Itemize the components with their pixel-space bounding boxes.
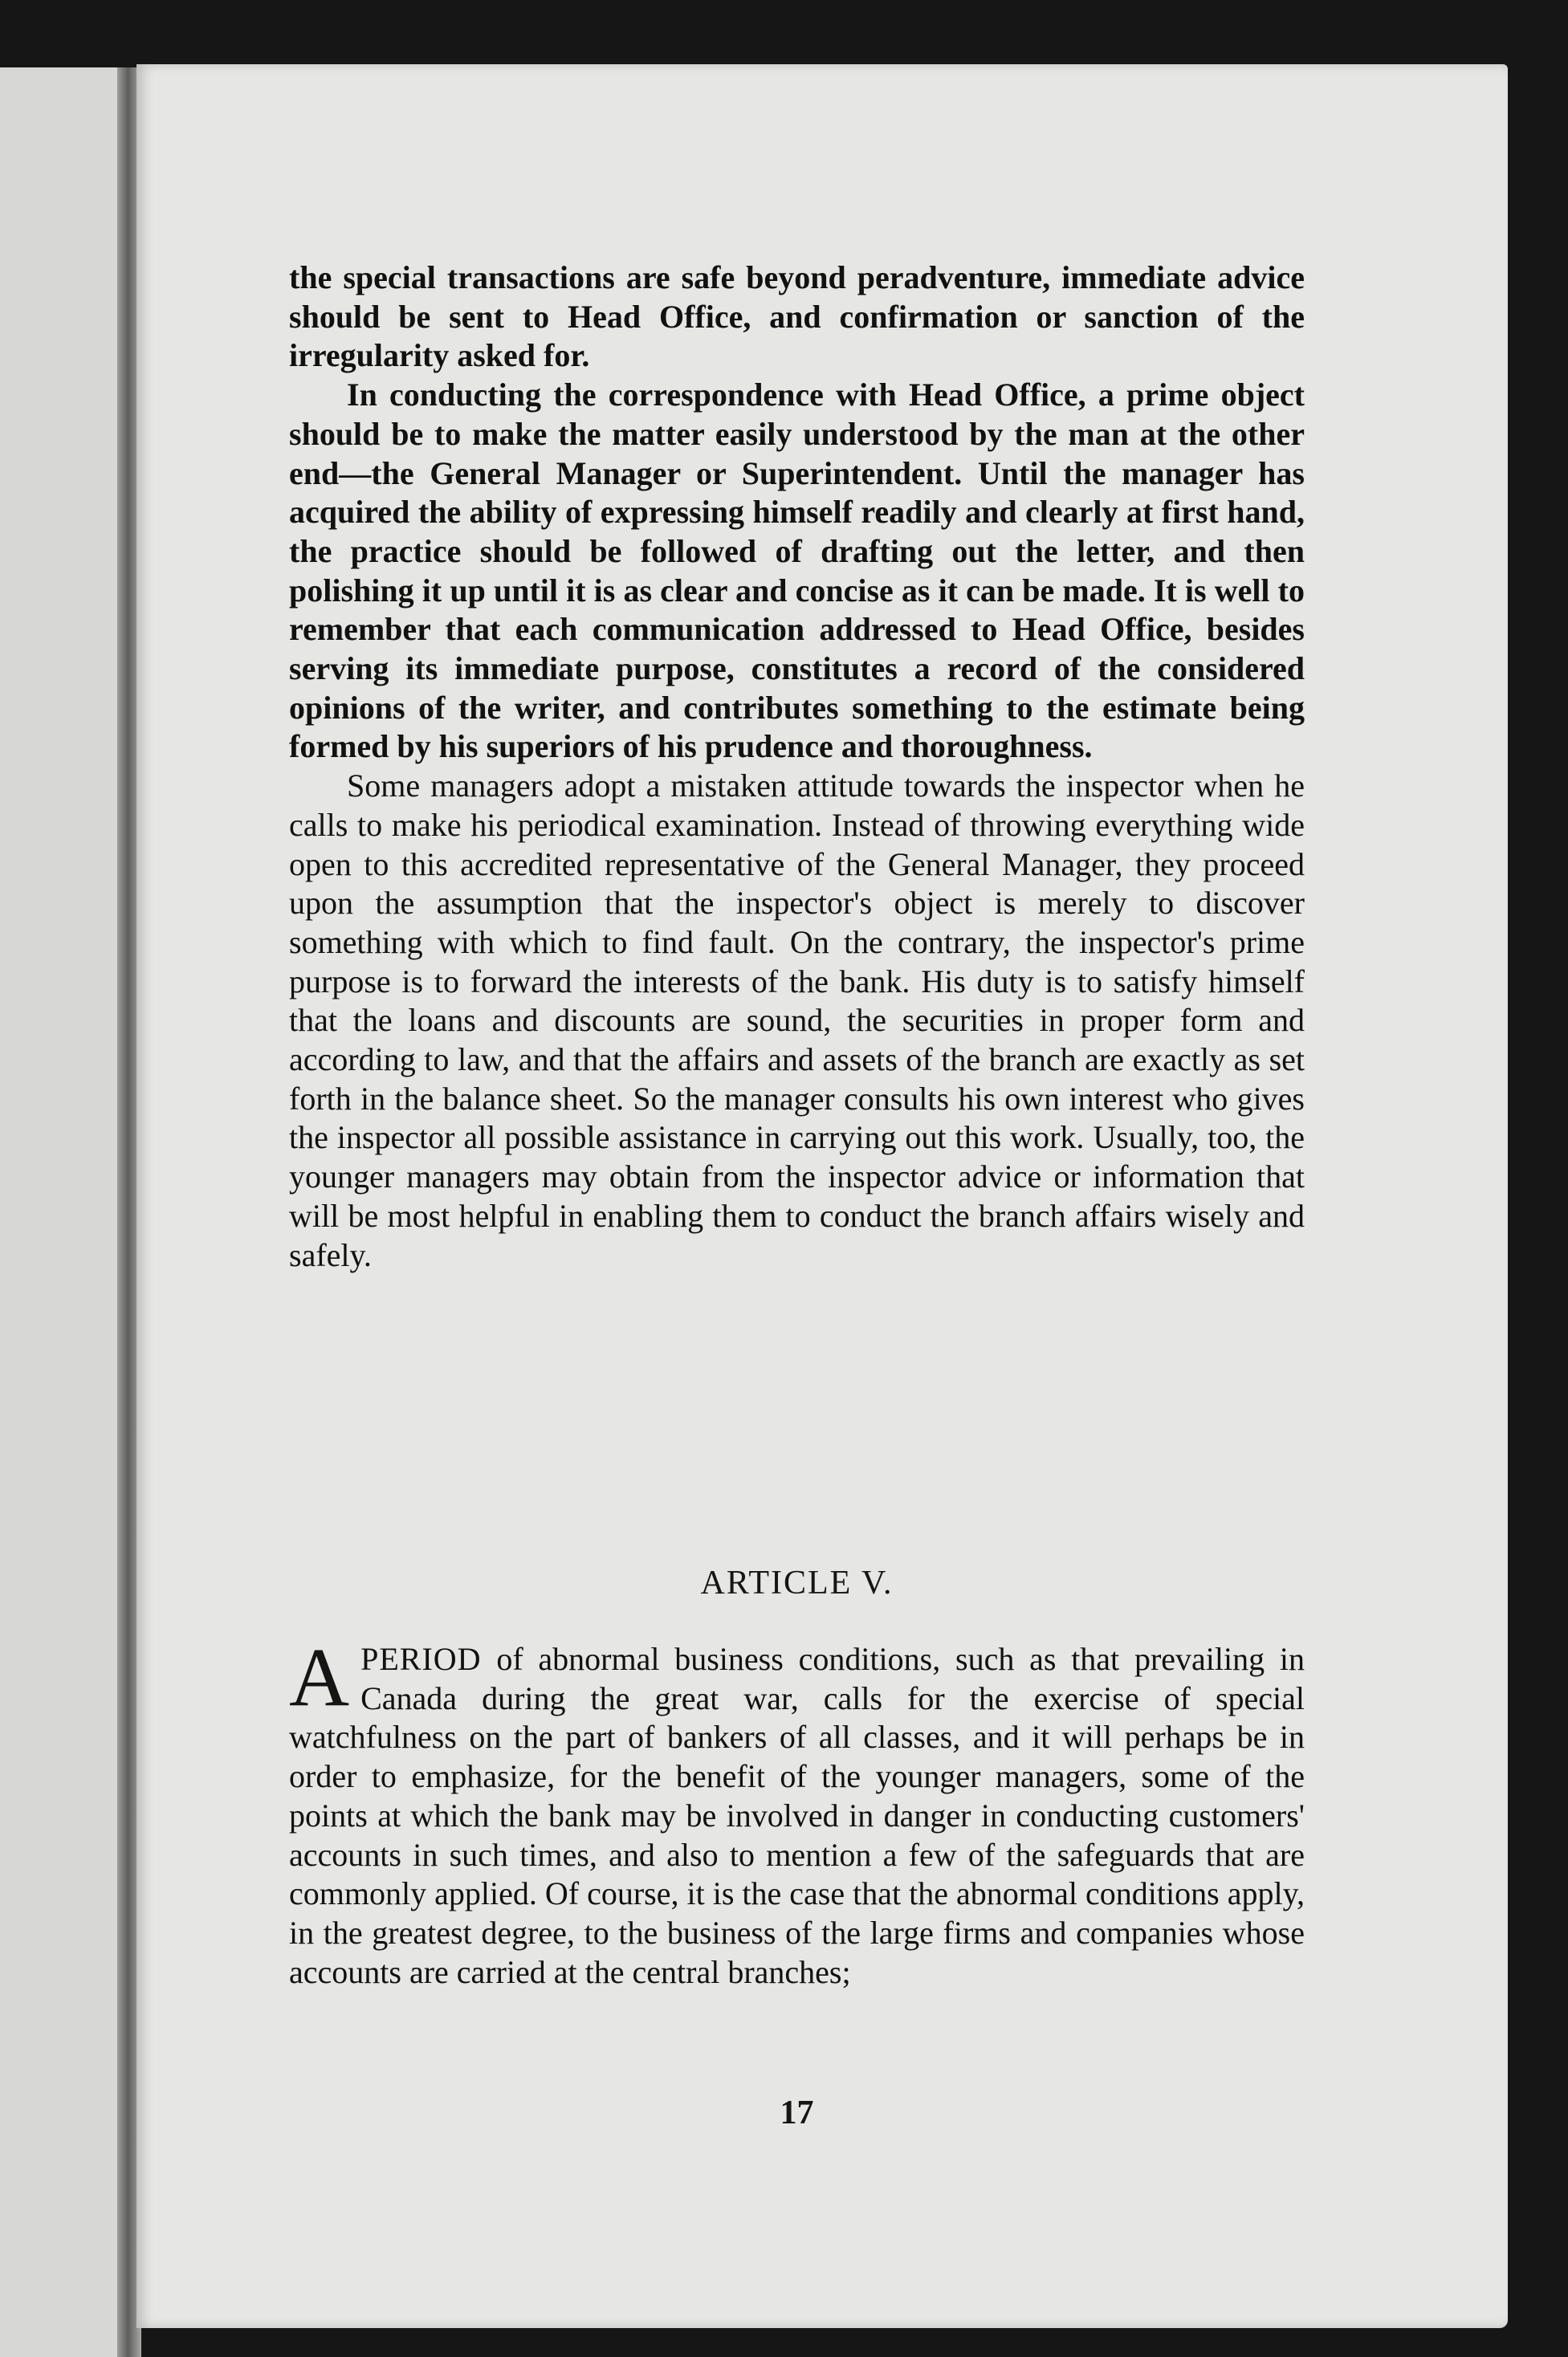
facing-page-edge	[0, 67, 120, 2357]
drop-cap: A	[289, 1631, 350, 1724]
paragraph-continued: the special transactions are safe beyond peradventure, immediate advice should be sent to Head Office, and confirmation or sanction of the irregularity asked for.	[289, 259, 1305, 374]
article-heading: ARTICLE V.	[700, 1565, 894, 1602]
body-text	[289, 258, 1305, 1275]
page-number: 17	[780, 2094, 814, 2131]
article-paragraph: of abnormal business conditions, such as that prevailing in Canada during the great war, calls for the exercise of special watchfulness on the part of bankers of all classes, and it will perhaps be in order to emphasize, for the benefit of the younger managers, some of the points at which the bank may be involved in danger in conducting customers' accounts in such times, and also to mention a few of the safeguards that are commonly applied. Of course, it is the case that the abnormal conditions apply, in the greatest degree, to the business of the large firms and companies whose accounts are carried at the central branches;	[289, 1641, 1305, 1990]
article-first-word: PERIOD	[360, 1641, 482, 1677]
article-body	[289, 1631, 1305, 1992]
paragraph-inspector: Some managers adopt a mistaken attitude towards the inspector when he calls to make his periodical examination. Instead of throwing everything wide open to this accredited representative of the General Manager, they proceed upon the assumption that the inspector's object is merely to discover something with which to find fault. On the contrary, the inspector's prime purpose is to forward the interests of the bank. His duty is to satisfy himself that the loans and discounts are sound, the securities in proper form and according to law, and that the affairs and assets of the branch are exactly as set forth in the balance sheet. So the manager consults his own interest who gives the inspector all possible assistance in carrying out this work. Usually, too, the younger managers may obtain from the inspector advice or information that will be most helpful in enabling them to conduct the branch affairs wisely and safely.	[289, 767, 1305, 1273]
paragraph-correspondence: In conducting the correspondence with Head Office, a prime object should be to make the matter easily understood by the man at the other end—the General Manager or Superintendent. Until the manager has acquired the ability of expressing himself readily and clearly at first hand, the practice should be followed of drafting out the letter, and then polishing it up until it is as clear and concise as it can be made. It is well to remember that each communication addressed to Head Office, besides serving its immediate purpose, constitutes a record of the considered opinions of the writer, and contributes something to the estimate being formed by his superiors of his prudence and thoroughness.	[289, 377, 1305, 765]
